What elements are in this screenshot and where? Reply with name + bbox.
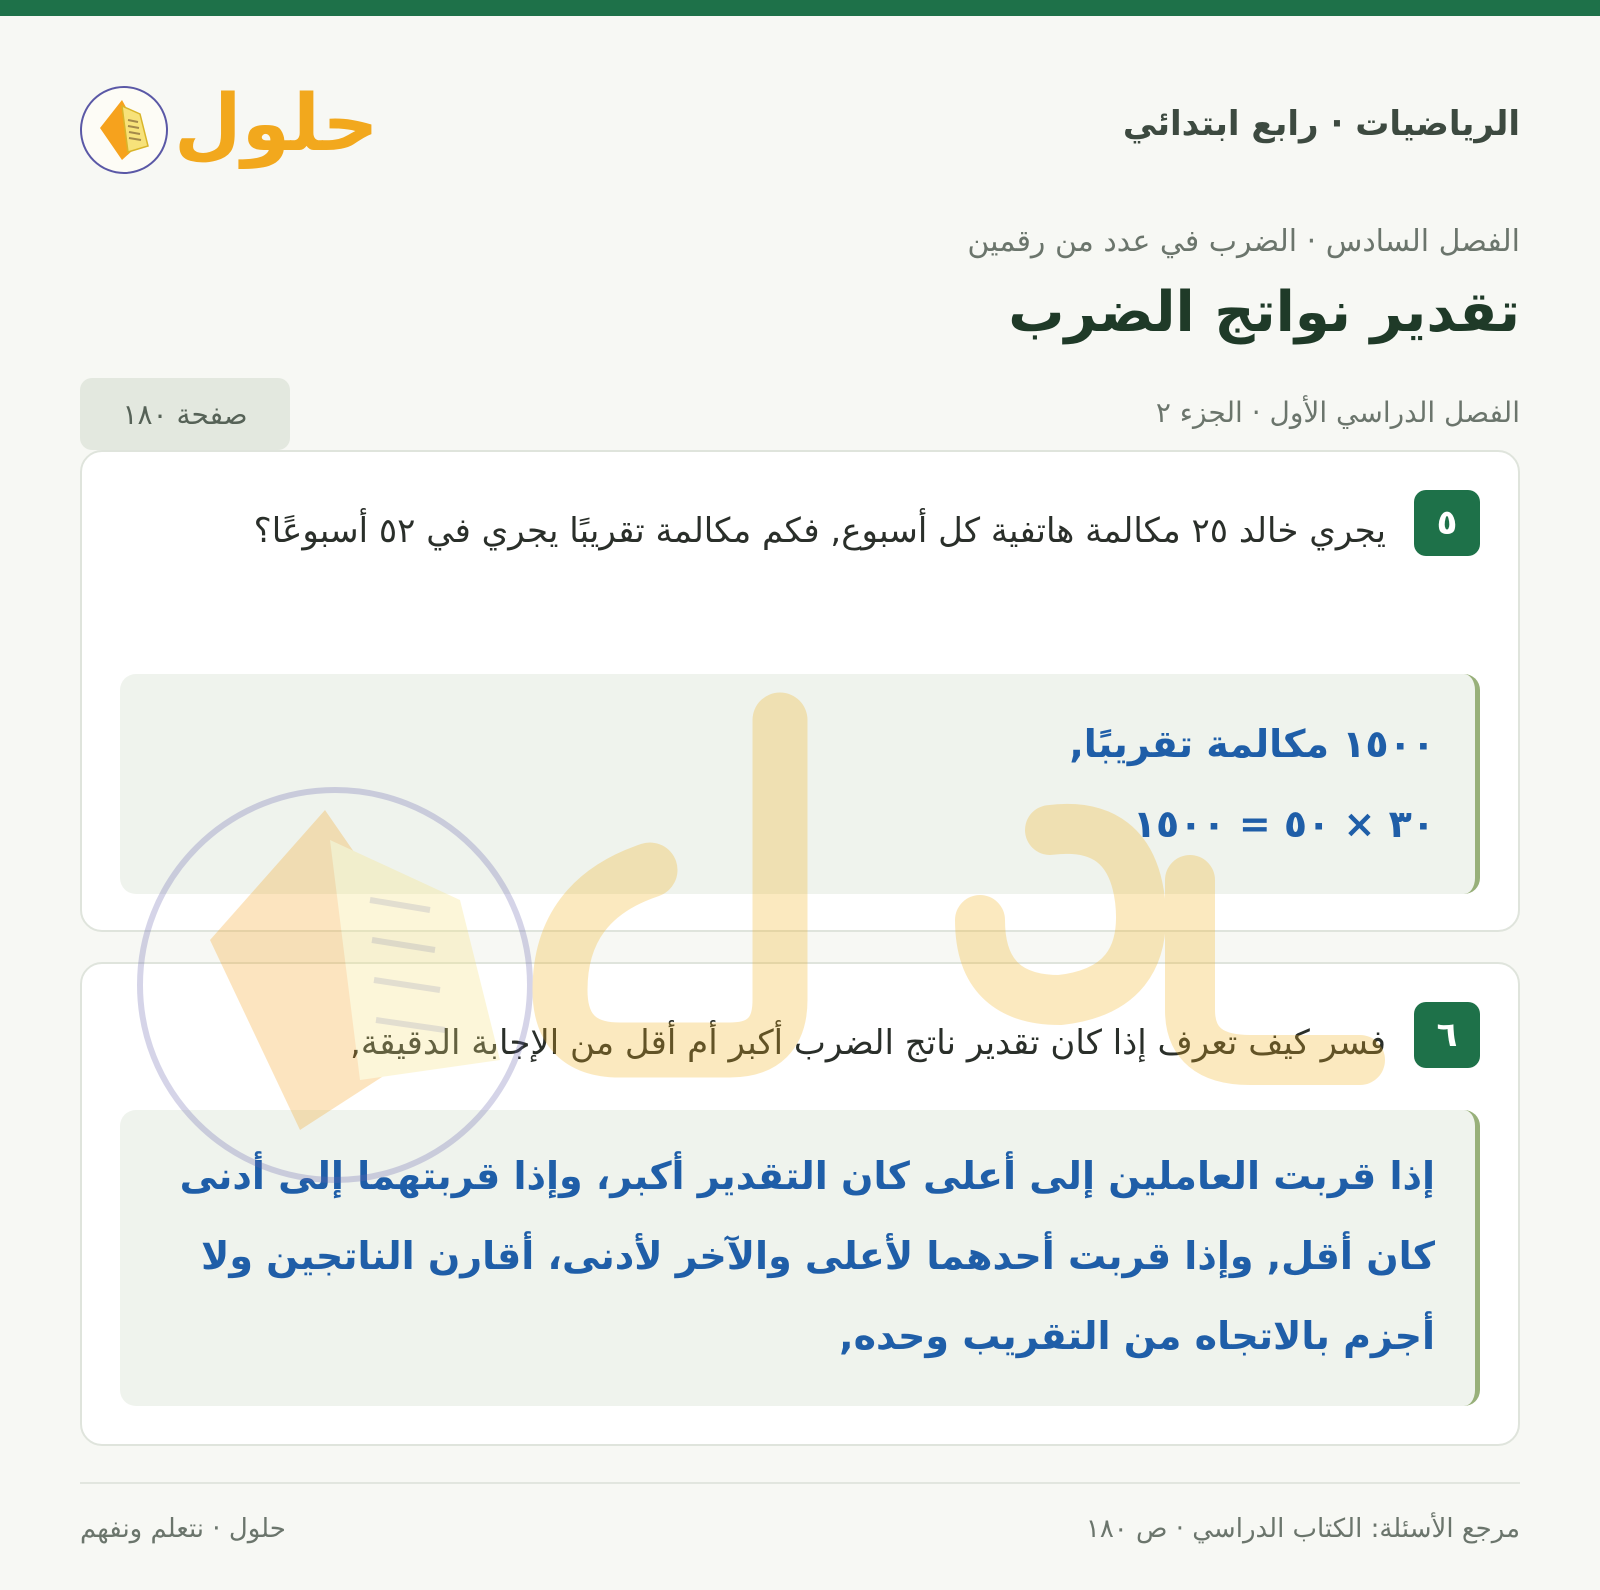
- subject-label: الرياضيات · رابع ابتدائي: [1122, 104, 1520, 144]
- footer-brand: حلول · نتعلم ونفهم: [80, 1514, 286, 1544]
- footer-divider: [80, 1482, 1520, 1484]
- answer-box: [120, 674, 1480, 894]
- page-badge: صفحة ١٨٠: [80, 378, 290, 450]
- answer-line: إذا قربت العاملين إلى أعلى كان التقدير أكبر، وإذا قربتهما إلى أدنى كان أقل, وإذا قربت أحدهما لأعلى والآخر لأدنى، أقارن الناتجين ولا أجزم بالاتجاه من التقريب وحده,: [179, 1154, 1435, 1358]
- top-accent-bar: [0, 0, 1600, 16]
- answer-line: ١٥٠٠ مكالمة تقريبًا,: [1069, 722, 1435, 766]
- lesson-title: تقدير نواتج الضرب: [1008, 280, 1520, 345]
- answer-box: [120, 1110, 1480, 1406]
- question-number-badge: ٥: [1414, 490, 1480, 556]
- chapter-breadcrumb: الفصل السادس · الضرب في عدد من رقمين: [967, 224, 1520, 259]
- question-card: [80, 450, 1520, 932]
- question-text: فسر كيف تعرف إذا كان تقدير ناتج الضرب أكبر أم أقل من الإجابة الدقيقة,: [350, 1023, 1386, 1063]
- answer-equation: ٣٠ × ٥٠ = ١٥٠٠: [1132, 802, 1435, 846]
- footer-reference: مرجع الأسئلة: الكتاب الدراسي · ص ١٨٠: [1085, 1514, 1520, 1544]
- question-card: [80, 962, 1520, 1446]
- semester-label: الفصل الدراسي الأول · الجزء ٢: [1155, 396, 1520, 429]
- header: [80, 70, 1520, 190]
- site-logo[interactable]: [80, 70, 380, 190]
- logo-wordmark: حلول: [174, 79, 379, 169]
- question-number-badge: ٦: [1414, 1002, 1480, 1068]
- logo-book-icon: [80, 86, 168, 174]
- question-text: يجري خالد ٢٥ مكالمة هاتفية كل أسبوع, فكم مكالمة تقريبًا يجري في ٥٢ أسبوعًا؟: [253, 511, 1386, 551]
